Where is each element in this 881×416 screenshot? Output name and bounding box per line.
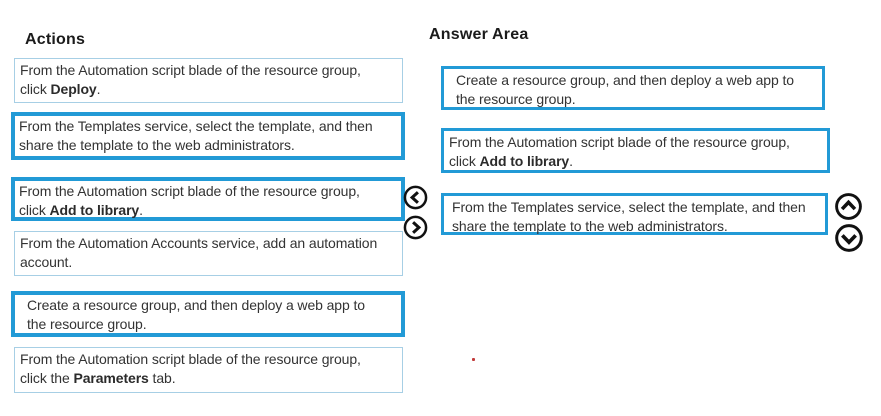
action-item-text: From the Automation script blade of the resource group, xyxy=(20,62,361,78)
action-item-create-resource-group[interactable] xyxy=(11,291,405,337)
action-item-parameters-tab[interactable] xyxy=(14,347,403,393)
action-item-add-to-library[interactable] xyxy=(11,177,405,221)
action-item-automation-account[interactable] xyxy=(14,231,403,276)
action-item-text: share the template to the web administrators. xyxy=(19,137,295,153)
action-item-text: From the Automation script blade of the resource group, xyxy=(19,183,360,199)
action-item-text: click the Parameters tab. xyxy=(20,370,176,386)
answer-item-text: Create a resource group, and then deploy a web app to xyxy=(456,72,794,88)
answer-item-text: From the Templates service, select the template, and then xyxy=(452,199,806,215)
action-item-templates-share[interactable] xyxy=(11,112,405,160)
move-to-actions-button[interactable] xyxy=(403,215,428,240)
action-item-text: click Add to library. xyxy=(19,202,143,218)
chevron-up-icon xyxy=(834,192,863,221)
move-to-answer-button[interactable] xyxy=(403,185,428,210)
chevron-down-icon xyxy=(834,223,864,253)
action-item-text: click Deploy. xyxy=(20,81,101,97)
answer-item-create-resource-group[interactable] xyxy=(441,66,825,110)
answer-item-text: the resource group. xyxy=(456,91,576,107)
answer-item-text: click Add to library. xyxy=(449,153,573,169)
action-item-text: the resource group. xyxy=(27,316,147,332)
answer-item-text: share the template to the web administrators. xyxy=(452,218,728,234)
action-item-deploy[interactable] xyxy=(14,58,403,103)
actions-column-heading: Actions xyxy=(25,31,86,48)
answer-item-text: From the Automation script blade of the resource group, xyxy=(449,134,790,150)
chevron-left-icon xyxy=(403,185,428,210)
move-up-button[interactable] xyxy=(834,192,863,221)
stray-dot xyxy=(472,358,475,361)
answer-item-templates-share[interactable] xyxy=(441,193,828,235)
action-item-text: account. xyxy=(20,254,73,270)
action-item-text: From the Templates service, select the template, and then xyxy=(19,118,373,134)
chevron-right-icon xyxy=(403,215,428,240)
move-down-button[interactable] xyxy=(834,223,864,253)
action-item-text: Create a resource group, and then deploy a web app to xyxy=(27,297,365,313)
action-item-text: From the Automation script blade of the resource group, xyxy=(20,351,361,367)
answer-item-add-to-library[interactable] xyxy=(441,128,830,173)
action-item-text: From the Automation Accounts service, add an automation xyxy=(20,235,378,251)
answer-area-heading: Answer Area xyxy=(429,26,529,43)
